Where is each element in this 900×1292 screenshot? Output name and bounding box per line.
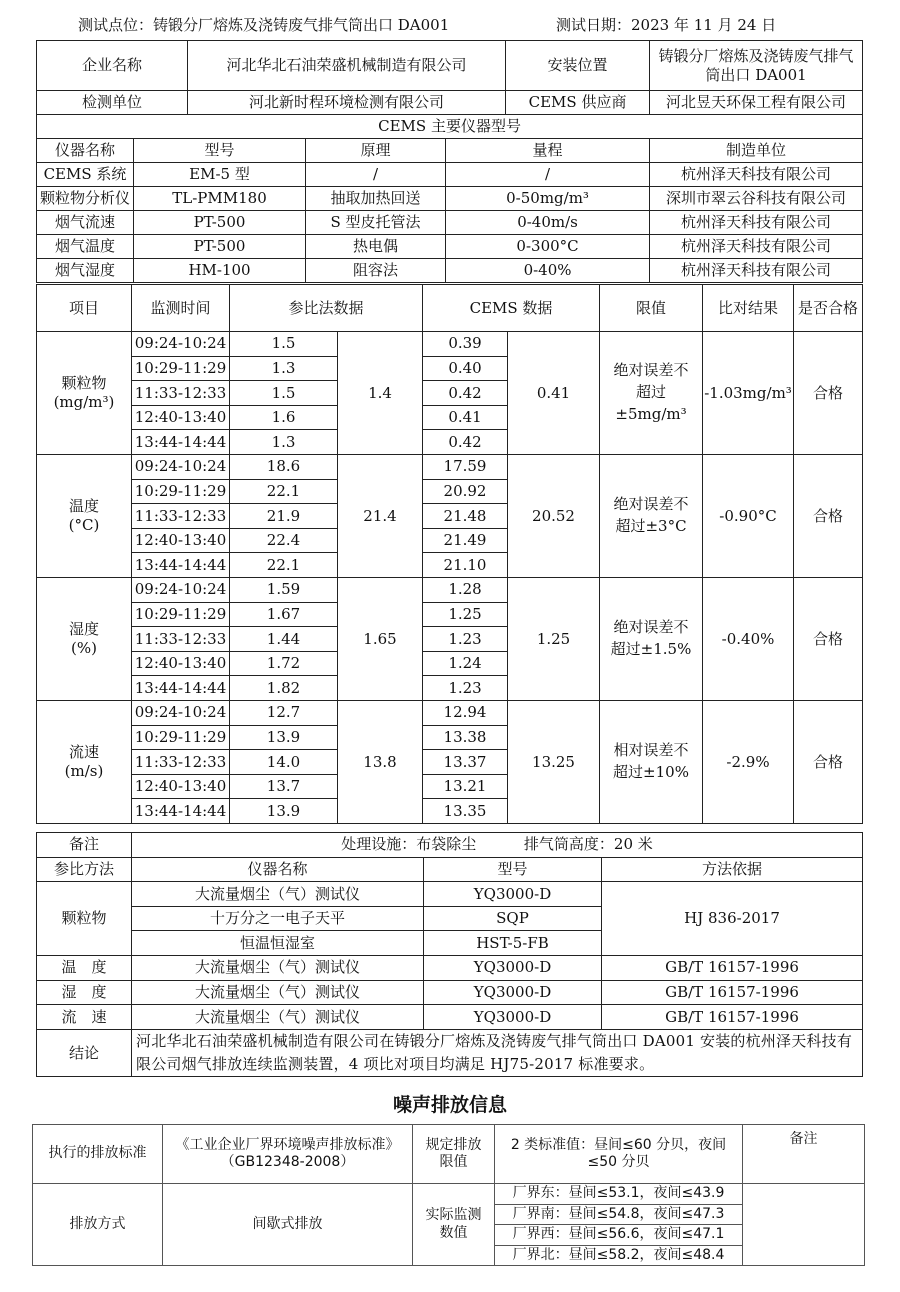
cems-value: 0.42 — [423, 381, 508, 406]
ref-value: 22.1 — [230, 479, 338, 504]
supplier-value: 河北昱天环保工程有限公司 — [650, 91, 863, 115]
compare-result: -2.9% — [703, 700, 794, 823]
ref-value: 13.9 — [230, 799, 338, 824]
instrument-row — [37, 235, 863, 259]
monitor-time: 11:33-12:33 — [132, 627, 230, 652]
limit-text: 相对误差不 — [613, 741, 689, 760]
item-unit: (mg/m³) — [53, 392, 115, 411]
cems-value: 20.92 — [423, 479, 508, 504]
ref-value: 13.9 — [230, 725, 338, 750]
noise-note-value — [743, 1184, 865, 1266]
particulate-label: 颗粒物 — [37, 882, 132, 956]
pass-status: 合格 — [794, 454, 863, 577]
unit-label: 检测单位 — [37, 91, 188, 115]
instrument-name: 烟气温度 — [37, 235, 134, 259]
monitor-time: 13:44-14:44 — [132, 430, 230, 455]
item-cell — [37, 577, 132, 700]
noise-actual-value: 厂界东：昼间≤53.1，夜间≤43.9 — [495, 1184, 743, 1205]
cems-average: 0.41 — [508, 332, 600, 455]
pass-status: 合格 — [794, 332, 863, 455]
company-label: 企业名称 — [37, 41, 188, 91]
cems-value: 0.39 — [423, 332, 508, 357]
item-cell — [37, 332, 132, 455]
ref-value: 13.7 — [230, 774, 338, 799]
ref-average: 21.4 — [338, 454, 423, 577]
instrument-range: 0-40m/s — [446, 211, 650, 235]
item-cell — [37, 700, 132, 823]
install-value: 铸锻分厂熔炼及浇铸废气排气筒出口 DA001 — [650, 41, 863, 91]
method-model: YQ3000-D — [424, 955, 602, 980]
cems-value: 13.21 — [423, 774, 508, 799]
instrument-range: 0-40% — [446, 259, 650, 283]
cems-value: 1.24 — [423, 651, 508, 676]
limit-cell — [600, 577, 703, 700]
remarks-value: 处理设施：布袋除尘 排气筒高度：20 米 — [132, 833, 863, 858]
cems-value: 1.28 — [423, 577, 508, 602]
report-header — [0, 14, 900, 36]
item-name: 湿度 — [68, 620, 99, 639]
compare-header: 是否合格 — [794, 285, 863, 332]
instrument-row — [37, 187, 863, 211]
remarks-label: 备注 — [37, 833, 132, 858]
cems-value: 1.23 — [423, 676, 508, 701]
instrument-name: CEMS 系统 — [37, 163, 134, 187]
method-basis: GB/T 16157-1996 — [602, 980, 863, 1005]
monitor-time: 12:40-13:40 — [132, 774, 230, 799]
instrument-principle: 抽取加热回送 — [306, 187, 446, 211]
cems-value: 0.40 — [423, 356, 508, 381]
limit-text: 绝对误差不 — [613, 618, 689, 637]
compare-header: 限值 — [600, 285, 703, 332]
pass-status: 合格 — [794, 577, 863, 700]
instrument-maker: 杭州泽天科技有限公司 — [650, 259, 863, 283]
noise-limit-label: 规定排放限值 — [413, 1125, 495, 1184]
ref-value: 1.5 — [230, 332, 338, 357]
cems-value: 12.94 — [423, 700, 508, 725]
item-name: 温度 — [68, 497, 99, 516]
monitor-time: 09:24-10:24 — [132, 700, 230, 725]
instrument-principle: / — [306, 163, 446, 187]
ref-value: 18.6 — [230, 454, 338, 479]
monitor-time: 11:33-12:33 — [132, 504, 230, 529]
ref-average: 1.4 — [338, 332, 423, 455]
monitor-time: 11:33-12:33 — [132, 750, 230, 775]
ref-average: 1.65 — [338, 577, 423, 700]
method-basis: GB/T 16157-1996 — [602, 1005, 863, 1030]
instrument-name: 烟气流速 — [37, 211, 134, 235]
compare-result: -0.90°C — [703, 454, 794, 577]
ref-value: 12.7 — [230, 700, 338, 725]
limit-text: 超过±3°C — [615, 516, 687, 535]
instrument-row — [37, 211, 863, 235]
cems-value: 13.37 — [423, 750, 508, 775]
instrument-name: 烟气湿度 — [37, 259, 134, 283]
cems-average: 20.52 — [508, 454, 600, 577]
monitor-time: 13:44-14:44 — [132, 799, 230, 824]
ref-value: 22.1 — [230, 553, 338, 578]
limit-text: 绝对误差不 — [613, 495, 689, 514]
test-location: 测试点位：铸锻分厂熔炼及浇铸废气排气筒出口 DA001 — [78, 16, 450, 34]
ref-value: 1.6 — [230, 405, 338, 430]
method-model: YQ3000-D — [424, 1005, 602, 1030]
instrument-principle: S 型皮托管法 — [306, 211, 446, 235]
item-name: 颗粒物 — [61, 374, 107, 393]
limit-cell — [600, 700, 703, 823]
monitor-time: 10:29-11:29 — [132, 356, 230, 381]
noise-standard-value: 《工业企业厂界环境噪声排放标准》（GB12348-2008） — [163, 1125, 413, 1184]
item-unit: (%) — [71, 638, 97, 657]
ref-value: 1.72 — [230, 651, 338, 676]
noise-note-label: 备注 — [743, 1125, 865, 1184]
ref-value: 1.59 — [230, 577, 338, 602]
limit-text: ±5mg/m³ — [615, 404, 687, 423]
instrument-name: 颗粒物分析仪 — [37, 187, 134, 211]
cems-value: 21.10 — [423, 553, 508, 578]
monitor-time: 09:24-10:24 — [132, 577, 230, 602]
cems-value: 13.35 — [423, 799, 508, 824]
compare-result: -0.40% — [703, 577, 794, 700]
cems-info-table — [36, 40, 863, 283]
method-table — [36, 832, 863, 1077]
company-value: 河北华北石油荣盛机械制造有限公司 — [188, 41, 506, 91]
noise-mode-value: 间歇式排放 — [163, 1184, 413, 1266]
item-unit: (°C) — [68, 515, 100, 534]
comparison-row — [37, 332, 863, 357]
monitor-time: 09:24-10:24 — [132, 332, 230, 357]
noise-title: 噪声排放信息 — [392, 1094, 507, 1116]
instrument-header: 仪器名称 — [37, 139, 134, 163]
monitor-time: 12:40-13:40 — [132, 651, 230, 676]
instrument-maker: 杭州泽天科技有限公司 — [650, 235, 863, 259]
ref-value: 14.0 — [230, 750, 338, 775]
instrument-header: 量程 — [446, 139, 650, 163]
cems-value: 21.49 — [423, 528, 508, 553]
ref-value: 1.82 — [230, 676, 338, 701]
comparison-row — [37, 454, 863, 479]
cems-average: 1.25 — [508, 577, 600, 700]
ref-value: 1.5 — [230, 381, 338, 406]
limit-cell — [600, 454, 703, 577]
monitor-time: 10:29-11:29 — [132, 479, 230, 504]
noise-actual-label: 实际监测数值 — [413, 1184, 495, 1266]
monitor-time: 12:40-13:40 — [132, 528, 230, 553]
instrument-maker: 杭州泽天科技有限公司 — [650, 163, 863, 187]
monitor-time: 13:44-14:44 — [132, 676, 230, 701]
instrument-model: TL-PMM180 — [134, 187, 306, 211]
instrument-principle: 阻容法 — [306, 259, 446, 283]
method-header: 仪器名称 — [132, 857, 424, 882]
test-date: 测试日期：2023 年 11 月 24 日 — [556, 16, 777, 34]
method-instrument: 大流量烟尘（气）测试仪 — [132, 955, 424, 980]
instrument-model: PT-500 — [134, 235, 306, 259]
monitor-time: 10:29-11:29 — [132, 725, 230, 750]
ref-value: 1.67 — [230, 602, 338, 627]
particulate-basis: HJ 836-2017 — [602, 882, 863, 956]
instrument-header: 型号 — [134, 139, 306, 163]
noise-actual-value: 厂界西：昼间≤56.6，夜间≤47.1 — [495, 1225, 743, 1246]
method-header: 参比方法 — [37, 857, 132, 882]
method-item: 流 速 — [37, 1005, 132, 1030]
item-cell — [37, 454, 132, 577]
instrument-maker: 杭州泽天科技有限公司 — [650, 211, 863, 235]
method-item: 温 度 — [37, 955, 132, 980]
monitor-time: 09:24-10:24 — [132, 454, 230, 479]
method-model: YQ3000-D — [424, 980, 602, 1005]
cems-value: 1.23 — [423, 627, 508, 652]
method-instrument: 恒温恒湿室 — [132, 931, 424, 956]
monitor-time: 13:44-14:44 — [132, 553, 230, 578]
compare-result: -1.03mg/m³ — [703, 332, 794, 455]
install-label: 安装位置 — [506, 41, 650, 91]
cems-value: 0.42 — [423, 430, 508, 455]
monitor-time: 11:33-12:33 — [132, 381, 230, 406]
cems-value: 21.48 — [423, 504, 508, 529]
ref-value: 1.44 — [230, 627, 338, 652]
method-basis: GB/T 16157-1996 — [602, 955, 863, 980]
instrument-range: 0-300°C — [446, 235, 650, 259]
method-model: SQP — [424, 906, 602, 931]
instrument-header: 制造单位 — [650, 139, 863, 163]
comparison-row — [37, 577, 863, 602]
ref-value: 21.9 — [230, 504, 338, 529]
cems-main-title: CEMS 主要仪器型号 — [37, 115, 863, 139]
instrument-model: PT-500 — [134, 211, 306, 235]
pass-status: 合格 — [794, 700, 863, 823]
conclusion-text: 河北华北石油荣盛机械制造有限公司在铸锻分厂熔炼及浇铸废气排气筒出口 DA001 安装的杭州泽天科技有限公司烟气排放连续监测装置，4 项比对项目均满足 HJ75-2017 标准要求。 — [132, 1029, 863, 1077]
compare-header: 项目 — [37, 285, 132, 332]
instrument-row — [37, 163, 863, 187]
ref-value: 22.4 — [230, 528, 338, 553]
method-instrument: 十万分之一电子天平 — [132, 906, 424, 931]
instrument-range: / — [446, 163, 650, 187]
ref-average: 13.8 — [338, 700, 423, 823]
comparison-row — [37, 700, 863, 725]
limit-text: 绝对误差不 — [613, 361, 689, 380]
cems-value: 13.38 — [423, 725, 508, 750]
unit-value: 河北新时程环境检测有限公司 — [188, 91, 506, 115]
noise-standard-label: 执行的排放标准 — [33, 1125, 163, 1184]
ref-value: 1.3 — [230, 356, 338, 381]
limit-text: 超过±10% — [613, 762, 689, 781]
instrument-maker: 深圳市翠云谷科技有限公司 — [650, 187, 863, 211]
noise-limit-value: 2 类标准值：昼间≤60 分贝，夜间≤50 分贝 — [495, 1125, 743, 1184]
cems-value: 17.59 — [423, 454, 508, 479]
method-instrument: 大流量烟尘（气）测试仪 — [132, 980, 424, 1005]
limit-cell — [600, 332, 703, 455]
item-unit: (m/s) — [64, 761, 104, 780]
cems-average: 13.25 — [508, 700, 600, 823]
instrument-model: EM-5 型 — [134, 163, 306, 187]
method-instrument: 大流量烟尘（气）测试仪 — [132, 882, 424, 907]
compare-header: 参比法数据 — [230, 285, 423, 332]
cems-value: 0.41 — [423, 405, 508, 430]
instrument-range: 0-50mg/m³ — [446, 187, 650, 211]
instrument-principle: 热电偶 — [306, 235, 446, 259]
noise-table — [32, 1124, 865, 1266]
instrument-header: 原理 — [306, 139, 446, 163]
compare-header: 比对结果 — [703, 285, 794, 332]
monitor-time: 12:40-13:40 — [132, 405, 230, 430]
noise-actual-value: 厂界北：昼间≤58.2，夜间≤48.4 — [495, 1245, 743, 1266]
monitor-time: 10:29-11:29 — [132, 602, 230, 627]
instrument-model: HM-100 — [134, 259, 306, 283]
method-item: 湿 度 — [37, 980, 132, 1005]
noise-actual-value: 厂界南：昼间≤54.8，夜间≤47.3 — [495, 1204, 743, 1225]
method-model: HST-5-FB — [424, 931, 602, 956]
ref-value: 1.3 — [230, 430, 338, 455]
method-header: 型号 — [424, 857, 602, 882]
method-header: 方法依据 — [602, 857, 863, 882]
compare-header: CEMS 数据 — [423, 285, 600, 332]
noise-mode-label: 排放方式 — [33, 1184, 163, 1266]
instrument-row — [37, 259, 863, 283]
limit-text: 超过±1.5% — [610, 639, 692, 658]
comparison-table — [36, 284, 863, 824]
item-name: 流速 — [68, 743, 99, 762]
conclusion-label: 结论 — [37, 1029, 132, 1077]
limit-text: 超过 — [636, 383, 667, 402]
method-model: YQ3000-D — [424, 882, 602, 907]
method-instrument: 大流量烟尘（气）测试仪 — [132, 1005, 424, 1030]
compare-header: 监测时间 — [132, 285, 230, 332]
cems-value: 1.25 — [423, 602, 508, 627]
supplier-label: CEMS 供应商 — [506, 91, 650, 115]
